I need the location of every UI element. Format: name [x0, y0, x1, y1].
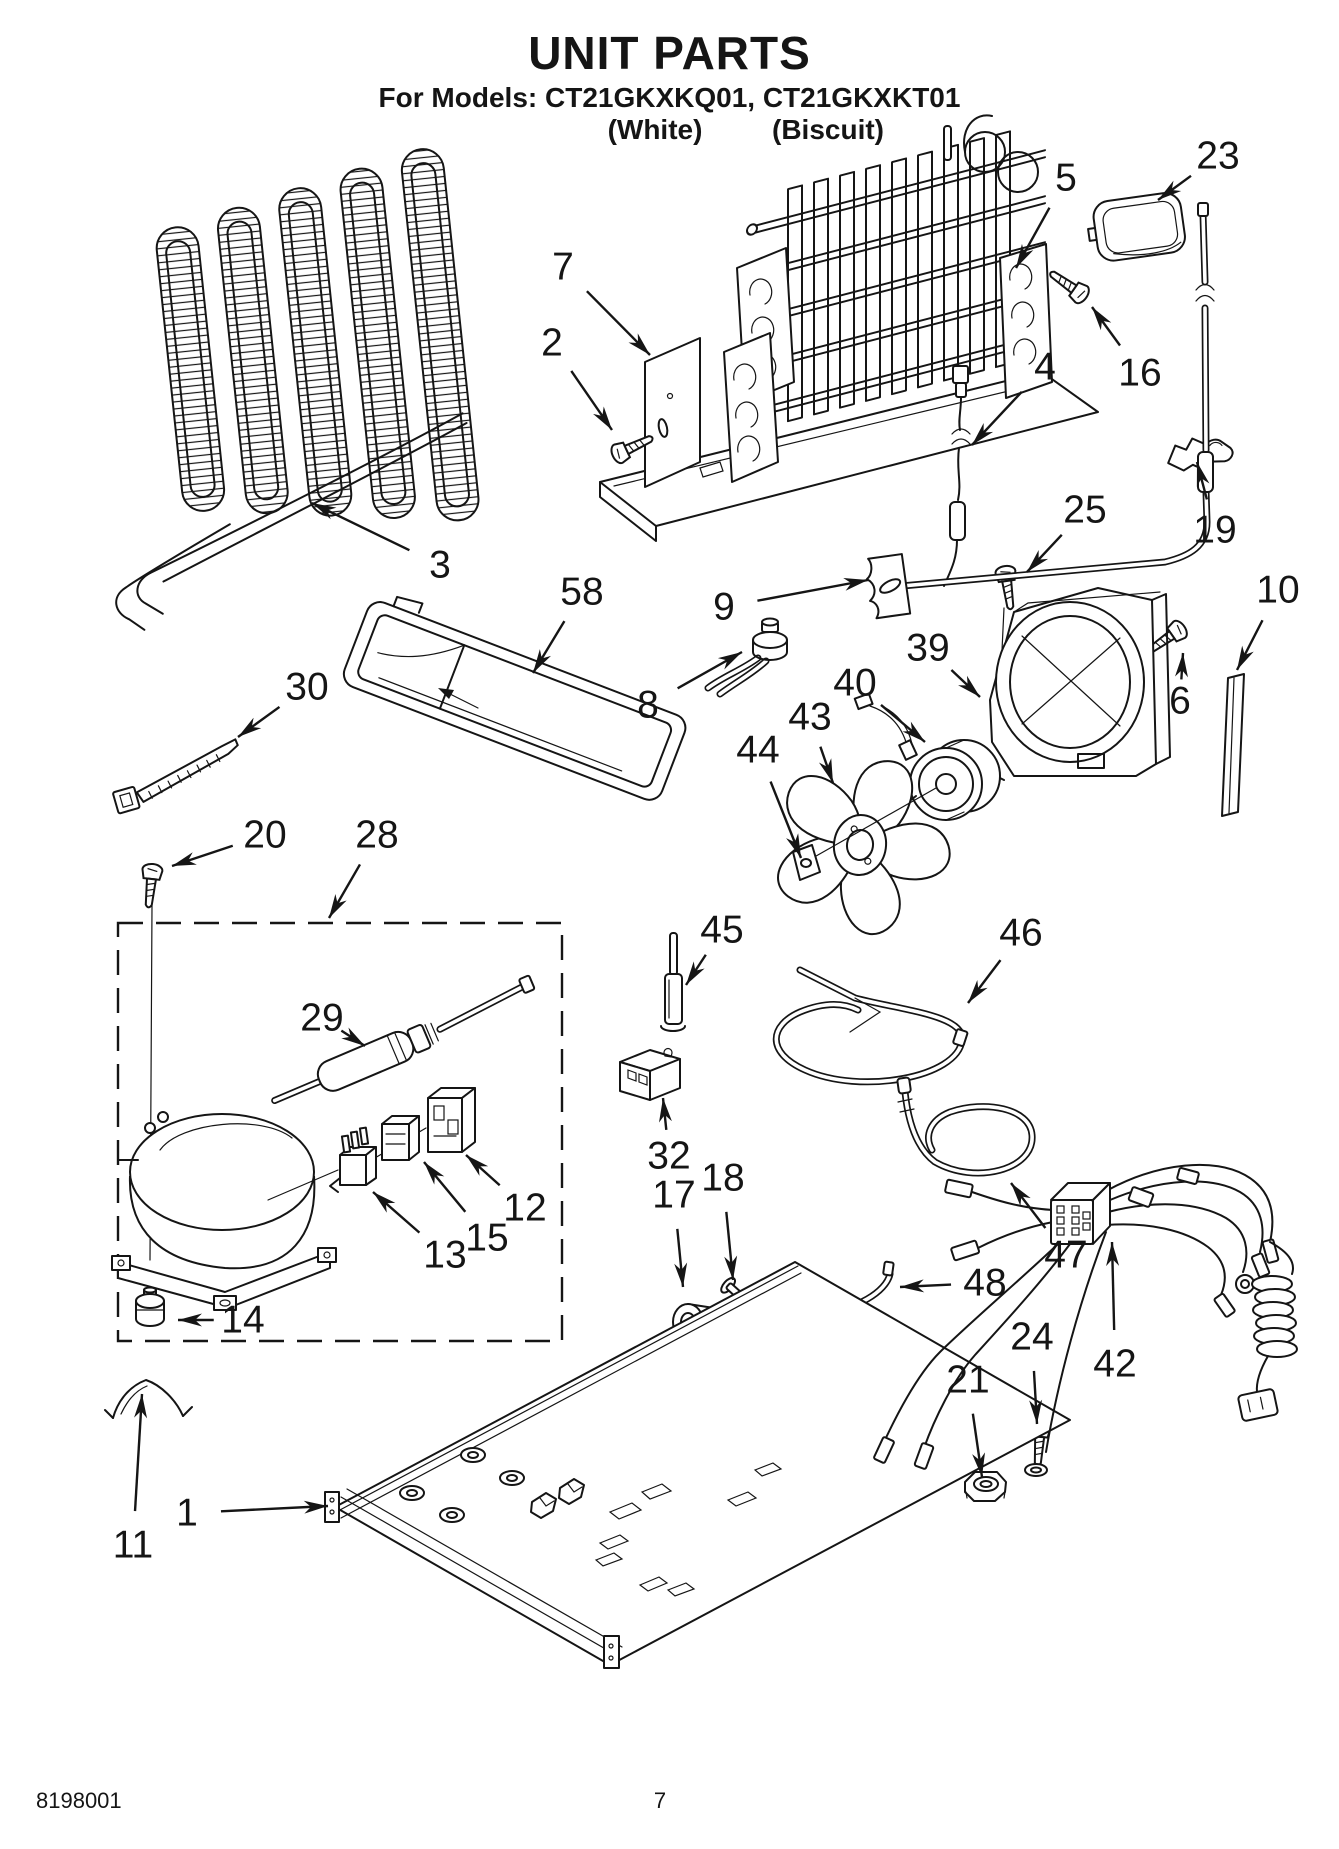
callout-9	[713, 580, 868, 629]
part-strip	[1222, 674, 1244, 816]
callout-leader-arrow-icon	[951, 670, 980, 697]
part-base-plate	[325, 1262, 1070, 1668]
callout-6	[1169, 653, 1191, 723]
callout-number: 5	[1055, 156, 1077, 200]
callout-number: 21	[946, 1358, 990, 1402]
callout-25	[1027, 489, 1107, 573]
callout-leader-arrow-icon	[587, 291, 650, 355]
callout-14	[178, 1299, 265, 1342]
callout-58	[533, 571, 604, 674]
callout-number: 13	[423, 1233, 467, 1277]
callout-43	[788, 696, 833, 784]
page-title: UNIT PARTS	[528, 27, 811, 79]
part-bracket	[864, 554, 910, 619]
callout-leader-arrow-icon	[373, 1192, 419, 1233]
callout-number: 44	[736, 728, 780, 772]
callout-leader-arrow-icon	[1092, 307, 1120, 346]
callout-leader-arrow-icon	[424, 1162, 465, 1212]
callout-number: 30	[285, 665, 329, 709]
callout-number: 17	[652, 1173, 696, 1217]
callout-23	[1158, 135, 1240, 201]
callout-leader-arrow-icon	[221, 1506, 328, 1511]
callout-number: 47	[1044, 1233, 1088, 1277]
callout-number: 1	[176, 1491, 198, 1535]
callout-leader-arrow-icon	[757, 580, 868, 601]
part-compressor	[112, 1112, 426, 1310]
callout-leader-arrow-icon	[1027, 535, 1062, 572]
callout-29	[300, 997, 365, 1047]
callout-number: 45	[700, 908, 744, 952]
callout-28	[329, 814, 399, 919]
callout-leader-arrow-icon	[1181, 653, 1183, 679]
callout-number: 7	[552, 245, 574, 289]
part-cover	[1085, 191, 1187, 264]
callout-leader-arrow-icon	[663, 1098, 666, 1130]
part-fan-shroud	[984, 588, 1170, 780]
footer-page-number: 7	[653, 1788, 667, 1813]
callout-20	[172, 814, 287, 867]
callout-leader-arrow-icon	[677, 1229, 683, 1287]
callout-46	[968, 912, 1043, 1004]
variant-biscuit-label: (Biscuit)	[772, 114, 884, 145]
callout-11	[113, 1394, 154, 1567]
callout-number: 20	[243, 813, 287, 857]
callout-17	[652, 1174, 695, 1288]
callout-45	[686, 909, 744, 986]
callout-leader-arrow-icon	[466, 1155, 500, 1185]
part-switch	[620, 1049, 680, 1101]
callout-leader-arrow-icon	[238, 707, 279, 737]
callout-leader-arrow-icon	[1112, 1242, 1114, 1330]
callout-48	[900, 1262, 1007, 1305]
callout-10	[1237, 569, 1300, 671]
callout-leader-arrow-icon	[968, 960, 1000, 1003]
part-nut	[965, 1472, 1006, 1501]
part-grommet-wire	[708, 619, 787, 695]
callout-leader-arrow-icon	[900, 1285, 951, 1287]
callout-13	[373, 1192, 467, 1277]
callout-leader-arrow-icon	[1237, 620, 1262, 670]
part-capacitor	[428, 1088, 475, 1152]
part-tube-46	[776, 970, 968, 1082]
callout-leader-arrow-icon	[341, 1031, 365, 1046]
callout-number: 42	[1093, 1342, 1137, 1386]
callout-number: 2	[541, 321, 563, 365]
callout-16	[1092, 307, 1162, 395]
callout-2	[541, 322, 612, 431]
callout-number: 10	[1256, 568, 1300, 612]
footer-doc-number: 8198001	[36, 1788, 122, 1813]
part-compressor-grommet	[136, 1288, 164, 1327]
callout-42	[1093, 1242, 1136, 1386]
callout-number: 3	[429, 543, 451, 587]
callout-number: 4	[1034, 345, 1056, 389]
part-evaporator	[600, 115, 1098, 541]
callout-number: 58	[560, 570, 604, 614]
callout-number: 29	[300, 996, 344, 1040]
part-screw-16	[1045, 265, 1092, 306]
callout-32	[647, 1098, 690, 1178]
callout-number: 6	[1169, 679, 1191, 723]
callout-number: 25	[1063, 488, 1107, 532]
callout-39	[906, 627, 980, 698]
callout-number: 12	[503, 1186, 547, 1230]
part-cable-tie	[110, 739, 242, 814]
callout-leader-arrow-icon	[135, 1394, 142, 1511]
part-condenser-coil	[72, 147, 488, 632]
callout-number: 32	[647, 1134, 691, 1178]
part-overload	[382, 1116, 419, 1160]
part-relay	[330, 1128, 376, 1192]
callout-leader-arrow-icon	[329, 864, 360, 918]
callout-leader-arrow-icon	[172, 846, 233, 866]
callout-7	[552, 246, 650, 356]
callout-number: 18	[701, 1156, 745, 1200]
callout-number: 8	[637, 683, 659, 727]
callout-19	[1193, 462, 1236, 552]
callout-number: 39	[906, 626, 950, 670]
callout-number: 40	[833, 661, 877, 705]
callout-leader-arrow-icon	[686, 955, 706, 985]
callout-leader-arrow-icon	[881, 705, 925, 742]
callout-40	[833, 662, 925, 743]
callout-number: 23	[1196, 134, 1240, 178]
part-tube-47	[897, 1077, 1032, 1173]
callout-leader-arrow-icon	[571, 371, 612, 430]
callout-number: 11	[112, 1523, 154, 1567]
callout-number: 48	[963, 1261, 1007, 1305]
variant-white-label: (White)	[607, 114, 703, 145]
callout-number: 28	[355, 813, 399, 857]
callout-number: 14	[221, 1298, 265, 1342]
callout-number: 19	[1193, 508, 1237, 552]
callout-leader-arrow-icon	[726, 1212, 733, 1280]
callout-1	[176, 1492, 328, 1535]
callout-18	[701, 1157, 744, 1281]
callout-number: 43	[788, 695, 832, 739]
callout-number: 9	[713, 585, 735, 629]
callout-30	[238, 666, 329, 738]
callout-number: 16	[1118, 351, 1162, 395]
callout-number: 46	[999, 911, 1043, 955]
part-evaporator-cover	[645, 338, 700, 487]
callout-number: 15	[465, 1216, 509, 1260]
part-spring-clip	[105, 1380, 192, 1418]
callout-number: 24	[1010, 1315, 1054, 1359]
part-pin	[661, 933, 685, 1031]
models-line: For Models: CT21GKXKQ01, CT21GKXKT01	[378, 82, 961, 113]
